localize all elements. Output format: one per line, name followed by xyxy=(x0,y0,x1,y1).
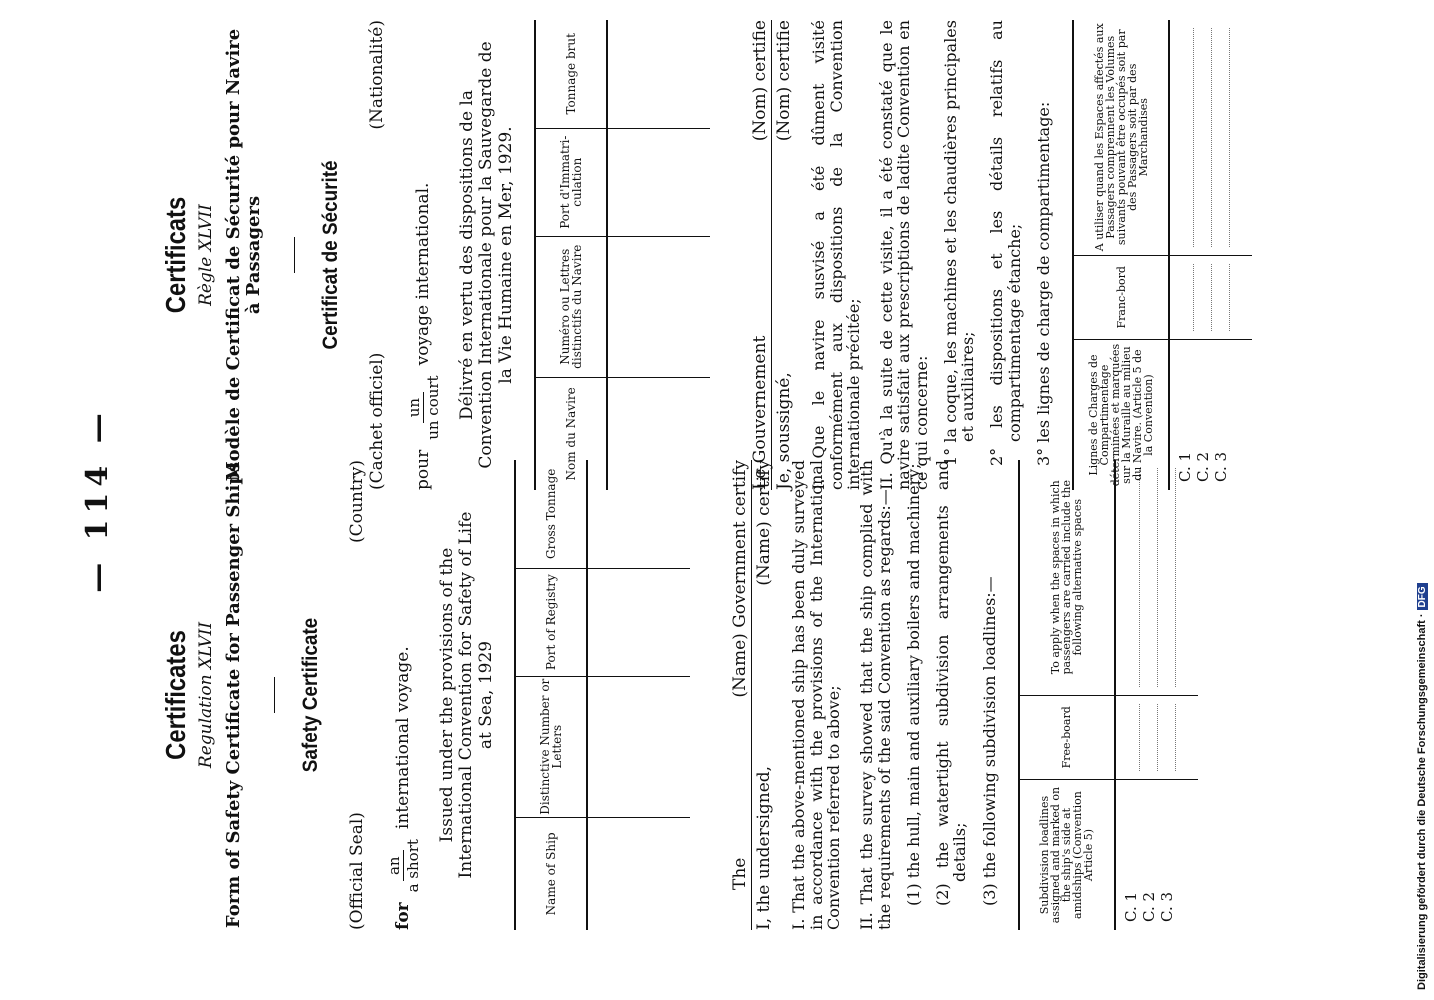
clause-2: II. That the survey showed that the ship complied with the requirements of the said Convention as regards:— xyxy=(857,460,894,930)
port-registry-cell[interactable] xyxy=(607,128,710,236)
loadline-c1: C. 1 xyxy=(1121,891,1140,922)
divider xyxy=(274,677,275,713)
loadline-table xyxy=(1018,460,1198,930)
column-header: Nom du Navire xyxy=(535,377,607,490)
name-certify: (Nom) certifie xyxy=(774,20,795,142)
government-certify: (Nom) certifie xyxy=(750,20,771,142)
issued-line: Issued under the provisions of the xyxy=(436,547,457,843)
column-header: To apply when the spaces in which passengers are carried include the following alternative spaces xyxy=(1019,460,1115,695)
name-certify: (Name) certify xyxy=(754,460,775,586)
spaces-cell[interactable] xyxy=(1115,460,1198,695)
clause-1: I. That the above-mentioned ship has been duly surveyed in accordance with the provisions of the International Convention referred to above; xyxy=(789,460,843,930)
voyage-text: voyage international. xyxy=(413,182,434,366)
ship-name-cell[interactable] xyxy=(607,377,710,490)
sub-clause-2: (2) the watertight subdivision arrangements and details; xyxy=(933,460,970,906)
issued-under xyxy=(458,20,517,490)
loadline-c2: C. 2 xyxy=(1139,891,1158,922)
official-seal: (Official Seal) xyxy=(346,812,367,930)
column-header: Name of Ship xyxy=(515,817,587,930)
form-title: Form of Safety Certificate for Passenger Ships xyxy=(223,461,244,929)
column-header: Subdivision loadlines assigned and marked on the ship's side at amidships (Convention Article 5) xyxy=(1019,780,1115,930)
official-seal: (Cachet officiel) xyxy=(366,352,387,490)
loadline-table xyxy=(1072,20,1252,490)
certificate-title: Safety Certificate xyxy=(298,617,322,773)
certify-block xyxy=(750,20,794,490)
freeboard-cell[interactable] xyxy=(1169,255,1252,340)
regulation: Règle XLVII xyxy=(196,204,216,306)
column-header: Distinctive Number or Letters xyxy=(515,676,587,817)
distinctive-number-cell[interactable] xyxy=(607,236,710,377)
freeboard-cell[interactable] xyxy=(1115,695,1198,780)
sub-clause-1: 1° la coque, les machines et les chaudières principales et auxiliaires; xyxy=(940,20,978,466)
seal-row xyxy=(347,460,367,930)
column-header: Franc-bord xyxy=(1073,255,1169,340)
ship-details-table xyxy=(534,20,710,490)
undersigned-line xyxy=(774,20,794,490)
government-line xyxy=(730,460,752,930)
certify-block xyxy=(730,460,774,930)
voyage-fraction xyxy=(405,375,442,439)
loadline-labels xyxy=(1169,340,1252,490)
issued-line: International Convention for Safety of Life xyxy=(456,511,477,879)
port-registry-cell[interactable] xyxy=(587,568,690,676)
voyage-text: international voyage. xyxy=(393,646,414,830)
form-title: Modèle de Certificat de Sécurité pour Navire à Passagers xyxy=(223,28,264,482)
country-field: (Nationalité) xyxy=(366,20,387,130)
loadline-c3: C. 3 xyxy=(1157,891,1176,922)
voyage-fraction xyxy=(385,839,422,892)
for-label: for xyxy=(393,902,414,930)
undersigned-line xyxy=(754,460,774,930)
fraction-top: un xyxy=(405,392,424,423)
issued-line: Délivré en vertu des dispositions de la xyxy=(456,89,477,421)
loadline-c3: C. 3 xyxy=(1212,451,1231,482)
fraction-bottom: a short xyxy=(403,839,422,893)
ship-details-table xyxy=(514,460,690,930)
spaces-cell[interactable] xyxy=(1169,20,1252,255)
sub-clause-3: 3° les lignes de charge de compartimentage: xyxy=(1033,101,1053,466)
country-field: (Country) xyxy=(346,460,367,543)
undersigned-label: I, the undersigned, xyxy=(754,765,775,930)
french-column xyxy=(140,20,1252,490)
english-column xyxy=(140,460,1198,930)
credit-text: Digitalisierung gefördert durch die Deutsche Forschungsgemeinschaft · xyxy=(1416,613,1428,990)
column-header: Port d'Immatri-culation xyxy=(535,128,607,236)
column-header: Lignes de Charges de Compartimentage déterminées et marquées sur la Muraille au milieu du Navire. (Article 5 de la Convention) xyxy=(1073,340,1169,490)
issued-line: la Vie Humaine en Mer, 1929. xyxy=(495,126,516,384)
dfg-badge: DFG xyxy=(1417,583,1428,610)
loadline-labels xyxy=(1115,780,1198,930)
voyage-line xyxy=(405,20,442,490)
column-header: Gross Tonnage xyxy=(515,460,587,568)
heading: Certificates xyxy=(160,630,191,760)
sub-clause-3: (3) the following subdivision loadlines:— xyxy=(979,576,999,906)
regulation: Regulation XLVII xyxy=(196,621,216,769)
clause-2: II. Qu'à la suite de cette visite, il a été constaté que le navire satisfait aux prescriptions de ladite Convention en ce qui concerne: xyxy=(877,20,931,490)
column-header: Free-board xyxy=(1019,695,1115,780)
sub-clause-1: (1) the hull, main and auxiliary boilers and machinery; xyxy=(903,463,923,906)
government-line xyxy=(750,20,772,490)
dfg-credit xyxy=(1416,583,1428,990)
the-label: The xyxy=(730,857,751,890)
fraction-bottom: un court xyxy=(423,375,442,440)
column-header: Tonnage brut xyxy=(535,20,607,128)
issued-line: at Sea, 1929 xyxy=(475,640,496,750)
for-label: pour xyxy=(413,449,434,490)
ship-name-cell[interactable] xyxy=(587,817,690,930)
loadline-c1: C. 1 xyxy=(1176,451,1195,482)
certificate-title: Certificat de Sécurité xyxy=(318,160,342,350)
issued-under xyxy=(438,460,497,930)
voyage-line xyxy=(385,460,422,930)
sub-clause-2: 2° les dispositions et les détails relatifs au compartimentage étanche; xyxy=(987,20,1024,466)
column-header: A utiliser quand les Espaces affectés aux Passagers comprennent les Volumes suivants pouvant être occupés soit par des Passagers soit par des Marchandises xyxy=(1073,20,1169,255)
issued-line: Convention Internationale pour la Sauvegarde de xyxy=(476,41,497,469)
clause-1: I. Que le navire susvisé a été dûment visité conformément aux dispositions de la Convention internationale précitée; xyxy=(809,20,863,490)
column-header: Port of Registry xyxy=(515,568,587,676)
page-number: — 114 — xyxy=(80,407,115,593)
fraction-top: an xyxy=(385,850,404,881)
the-label: Le Gouvernement xyxy=(750,335,771,490)
seal-row xyxy=(367,20,387,490)
divider xyxy=(294,237,295,273)
loadline-c2: C. 2 xyxy=(1194,451,1213,482)
gross-tonnage-cell[interactable] xyxy=(607,20,710,128)
government-certify: (Name) Government certify xyxy=(730,460,751,698)
distinctive-number-cell[interactable] xyxy=(587,676,690,817)
column-header: Numéro ou Lettres distinctifs du Navire xyxy=(535,236,607,377)
heading: Certificats xyxy=(160,196,191,314)
undersigned-label: Je, soussigné, xyxy=(774,372,795,490)
